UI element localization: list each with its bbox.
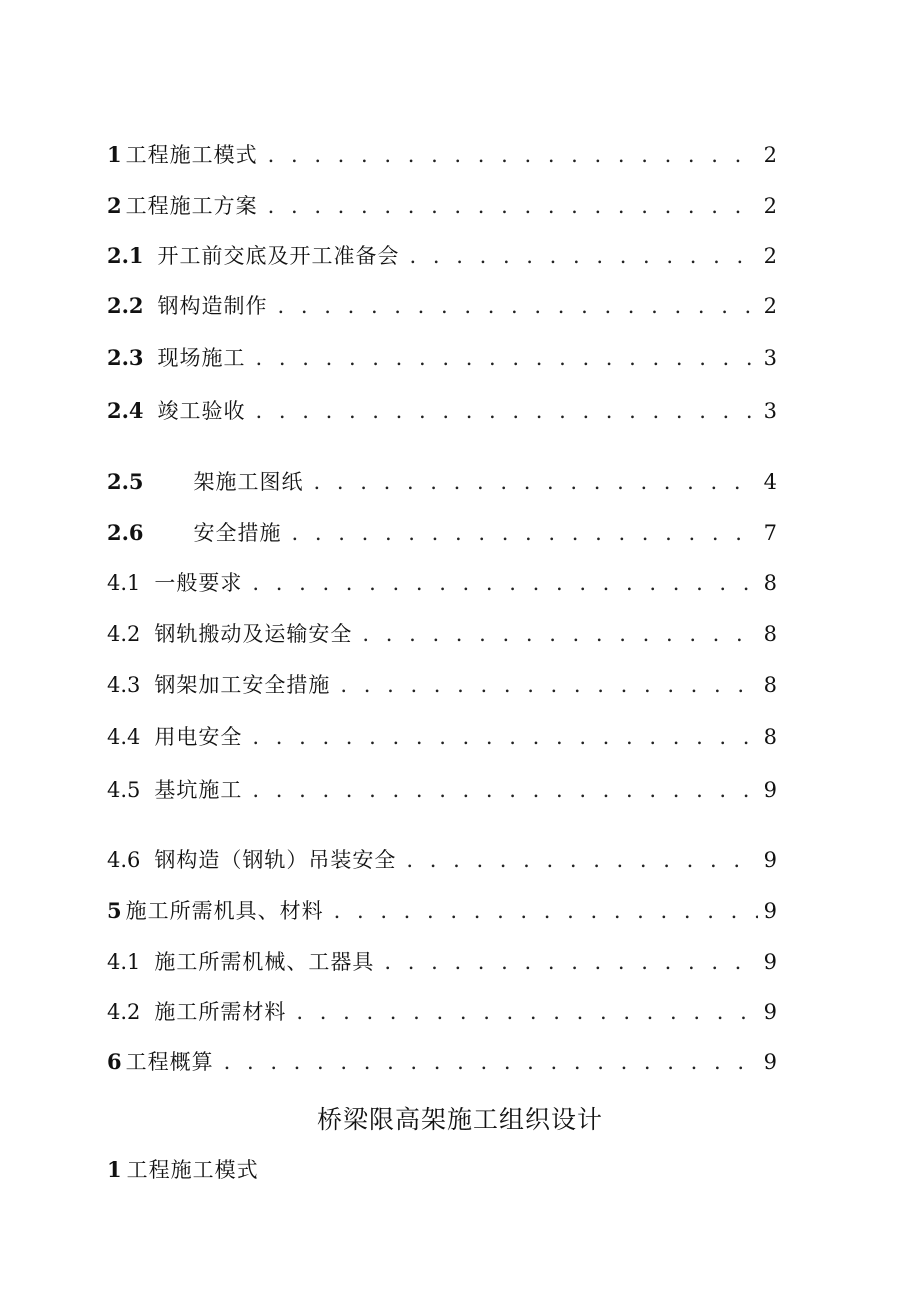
toc-entry[interactable] [107,568,777,598]
toc-entry-number: 4.1 [107,950,141,974]
toc-entry-number: 4.3 [107,673,141,697]
toc-entry-title: 架施工图纸 [193,470,304,494]
document-title: 桥梁限高架施工组织设计 [316,1105,603,1134]
toc-page-number: 8 [763,571,777,595]
toc-entry-title: 施工所需材料 [154,1000,287,1024]
toc-entry-number: 4.2 [107,1000,141,1024]
toc-page-number: 9 [763,848,777,872]
toc-entry-title: 基坑施工 [154,778,243,802]
toc-leader-dots [268,191,758,221]
toc-entry[interactable] [107,518,777,548]
toc-entry[interactable] [107,1047,777,1077]
toc-entry-title: 钢架加工安全措施 [154,673,331,697]
toc-page-number: 2 [763,143,777,167]
toc-leader-dots [314,467,758,497]
toc-leader-dots [268,140,758,170]
toc-leader-dots [410,241,758,271]
toc-entry[interactable] [107,670,777,700]
toc-leader-dots [252,722,757,752]
toc-entry-number: 4.2 [107,622,141,646]
toc-page-number: 7 [763,521,777,545]
toc-leader-dots [278,291,758,321]
toc-leader-dots [256,343,758,373]
toc-entry-title: 一般要求 [154,571,243,595]
toc-entry-title: 工程施工方案 [125,194,258,218]
toc-entry[interactable] [107,775,777,805]
toc-entry[interactable] [107,947,777,977]
toc-leader-dots [256,396,758,426]
toc-entry-title: 竣工验收 [157,399,246,423]
toc-entry-number: 2.5 [107,469,144,494]
toc-page-number: 2 [763,294,777,318]
toc-entry-title: 现场施工 [157,346,246,370]
toc-leader-dots [224,1047,758,1077]
toc-entry[interactable] [107,241,777,271]
toc-entry[interactable] [107,140,777,170]
toc-page-number: 8 [763,673,777,697]
toc-page-number: 3 [763,399,777,423]
toc-entry[interactable] [107,896,777,926]
toc-page-number: 9 [763,1000,777,1024]
toc-entry-number: 2.4 [107,398,144,423]
toc-leader-dots [292,518,758,548]
toc-leader-dots [384,947,757,977]
toc-entry[interactable] [107,191,777,221]
section-heading [107,1154,259,1184]
toc-page-number: 8 [763,622,777,646]
toc-entry-number: 4.1 [107,571,141,595]
toc-leader-dots [340,670,757,700]
toc-page-number: 3 [763,346,777,370]
toc-entry-title: 钢轨搬动及运输安全 [154,622,353,646]
toc-page-number: 9 [763,950,777,974]
toc-page-number: 8 [763,725,777,749]
toc-page-number: 4 [763,470,777,494]
section-heading-title: 工程施工模式 [126,1158,259,1182]
toc-entry-title: 开工前交底及开工准备会 [157,244,400,268]
toc-entry-title: 工程施工模式 [125,143,258,167]
toc-page-number: 2 [763,194,777,218]
section-heading-number: 1 [107,1157,123,1182]
toc-entry[interactable] [107,845,777,875]
toc-entry-title: 施工所需机具、材料 [125,899,324,923]
toc-entry-number: 2 [107,193,122,218]
toc-entry-number: 4.4 [107,725,141,749]
toc-entry-number: 5 [107,898,122,923]
toc-page-number: 9 [763,899,777,923]
toc-entry[interactable] [107,997,777,1027]
toc-leader-dots [252,775,757,805]
toc-entry-title: 用电安全 [154,725,243,749]
toc-page-number: 2 [763,244,777,268]
toc-entry[interactable] [107,619,777,649]
toc-entry-title: 钢构造制作 [157,294,268,318]
toc-leader-dots [406,845,757,875]
toc-entry[interactable] [107,343,777,373]
toc-entry-title: 安全措施 [193,521,282,545]
toc-entry-number: 4.6 [107,848,141,872]
toc-entry-title: 钢构造（钢轨）吊装安全 [154,848,397,872]
toc-entry-number: 4.5 [107,778,141,802]
toc-entry-title: 施工所需机械、工器具 [154,950,375,974]
toc-entry[interactable] [107,467,777,497]
toc-entry[interactable] [107,396,777,426]
toc-entry[interactable] [107,722,777,752]
toc-entry-number: 2.3 [107,345,144,370]
toc-page-number: 9 [763,778,777,802]
toc-entry-number: 1 [107,142,122,167]
toc-page-number: 9 [763,1050,777,1074]
toc-leader-dots [252,568,757,598]
toc-leader-dots [296,997,757,1027]
toc-entry-title: 工程概算 [125,1050,214,1074]
toc-leader-dots [334,896,758,926]
toc-leader-dots [362,619,757,649]
toc-entry-number: 2.6 [107,520,144,545]
toc-entry-number: 2.1 [107,243,144,268]
toc-entry[interactable] [107,291,777,321]
toc-entry-number: 6 [107,1049,122,1074]
toc-entry-number: 2.2 [107,293,144,318]
